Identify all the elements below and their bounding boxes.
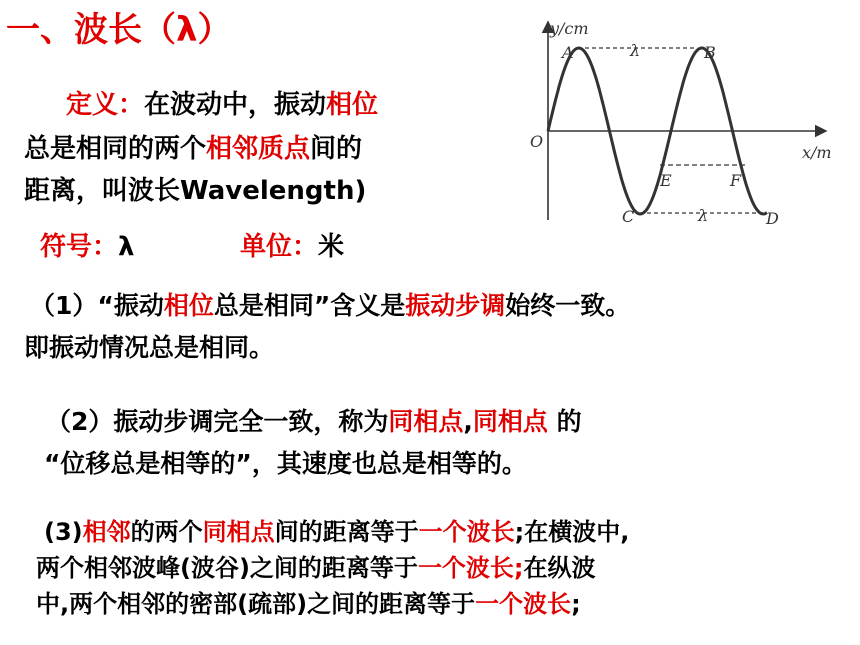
p2-highlight-inphase-1: 同相点: [388, 407, 464, 436]
definition-highlight-phase: 相位: [326, 90, 379, 120]
unit-value: 米: [318, 232, 345, 262]
p1-text-e: 始终一致。: [505, 291, 631, 320]
point-2-line-1: [46, 402, 582, 438]
point-label-d: D: [766, 209, 779, 228]
symbol-row: [40, 226, 134, 263]
wave-diagram: [520, 10, 840, 240]
p3-text-g: ;在横波中,: [514, 518, 630, 546]
definition-line-1: [66, 84, 378, 121]
point-label-a: A: [562, 43, 574, 62]
point-label-b: B: [704, 43, 716, 62]
symbol-label: 符号：: [40, 232, 119, 262]
definition-text-2c: 间的: [310, 134, 363, 164]
p3-highlight-wavelength-3: 一个波长: [475, 590, 572, 618]
p3-text-l2a: 两个相邻波峰(波谷)之间的距离等于: [36, 554, 418, 582]
point-1-line-2: 即振动情况总是相同。: [24, 333, 275, 362]
definition-text-2a: 总是相同的两个: [24, 134, 207, 164]
p2-text-a: （2）振动步调完全一致，称为: [46, 407, 389, 436]
definition-label: 定义：: [66, 90, 145, 120]
x-axis-label: x/m: [802, 143, 832, 162]
unit-row: [240, 226, 344, 263]
definition-highlight-adjacent: 相邻质点: [206, 134, 311, 164]
p3-highlight-adjacent: 相邻: [82, 518, 131, 546]
definition-text-3: 距离，叫波长Wavelength): [24, 176, 367, 206]
point-3-line-1: [44, 512, 629, 547]
lambda-label-top: λ: [630, 41, 641, 60]
point-2-line-2: “位移总是相等的”，其速度也总是相等的。: [44, 449, 527, 478]
point-3-line-3: [36, 584, 581, 619]
p1-text-c: 总是相同”含义是: [213, 291, 406, 320]
point-label-c: C: [622, 207, 635, 226]
p3-text-l3c: ;: [571, 590, 581, 618]
unit-label: 单位：: [240, 232, 319, 262]
p2-comma: ,: [463, 407, 473, 436]
point-label-e: E: [660, 171, 672, 190]
p3-text-l3a: 中,两个相邻的密部(疏部)之间的距离等于: [36, 590, 476, 618]
p3-text-l2c: 在纵波: [523, 554, 596, 582]
p3-highlight-inphase: 同相点: [202, 518, 275, 546]
p3-text-a: (3): [44, 518, 83, 546]
y-axis-label: y/cm: [550, 19, 589, 38]
p1-text-a: （1）“振动: [30, 291, 164, 320]
symbol-value: λ: [118, 232, 135, 262]
point-3-line-2: [36, 548, 596, 583]
origin-label: O: [530, 132, 544, 151]
p3-highlight-wavelength-2: 一个波长;: [417, 554, 524, 582]
definition-text-1a: 在波动中，振动: [144, 90, 327, 120]
p3-highlight-wavelength-1: 一个波长: [418, 518, 515, 546]
slide-title: 一、波长（λ）: [6, 10, 232, 50]
p1-highlight-phase: 相位: [163, 291, 214, 320]
p2-highlight-inphase-2: 同相点: [472, 407, 548, 436]
point-label-f: F: [730, 171, 742, 190]
p1-highlight-step: 振动步调: [405, 291, 506, 320]
definition-line-3: [24, 170, 366, 207]
p3-text-e: 间的距离等于: [274, 518, 419, 546]
definition-line-2: [24, 128, 362, 165]
p3-text-c: 的两个: [130, 518, 203, 546]
p2-text-e: 的: [547, 407, 582, 436]
lambda-label-bottom: λ: [698, 206, 709, 225]
point-1-line-1: [30, 286, 630, 322]
